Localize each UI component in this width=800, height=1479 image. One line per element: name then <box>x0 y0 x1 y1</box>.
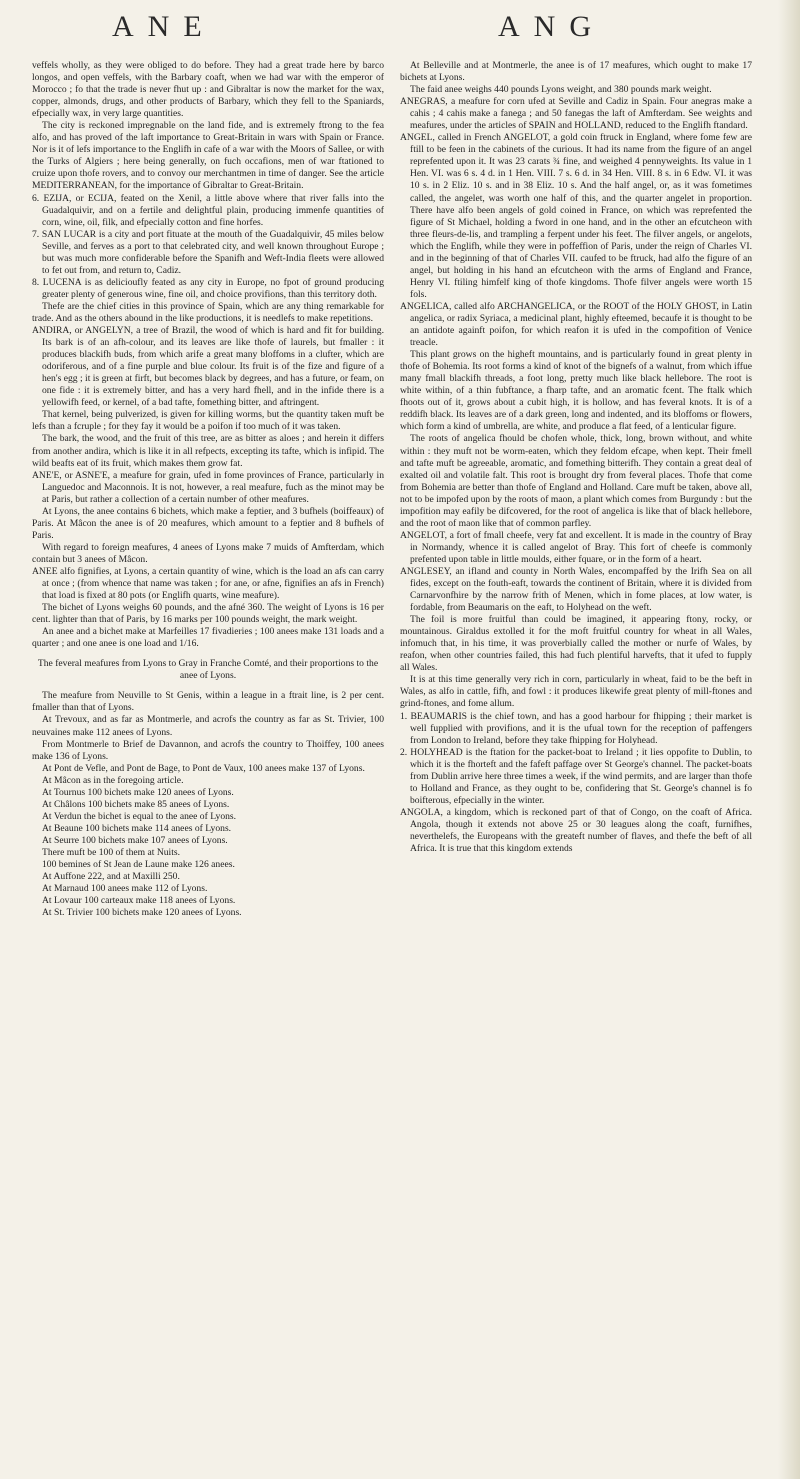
entry-paragraph: The bichet of Lyons weighs 60 pounds, and the afné 360. The weight of Lyons is 16 per cent. lighter than that of Paris, by 16 marks per 100 pounds weight, the mark weight. <box>32 602 384 626</box>
entry-paragraph: It is at this time generally very rich in corn, particularly in wheat, faid to be the beft in Wales, as alfo in cattle, fifh, and fowl : it produces likewife great plenty of mill-ftones and grind-ftones, and fome allum. <box>400 674 752 710</box>
entry-paragraph: At Beaune 100 bichets make 114 anees of Lyons. <box>42 822 232 834</box>
entry-paragraph: An anee and a bichet make at Marfeilles 17 fivadieries ; 100 anees make 131 loads and a quarter ; and one anee is one load and 1/16. <box>32 626 384 650</box>
right-column <box>400 60 752 855</box>
entry-paragraph: 6. EZIJA, or ECIJA, feated on the Xenil, a little above where that river falls into the Guadalquivir, and on a fertile and delightful plain, producing immenfe quantities of corn, wine, oil, filk, and efpecially cotton and fine horfes. <box>32 192 384 228</box>
entry-paragraph: The bark, the wood, and the fruit of this tree, are as bitter as aloes ; and herein it differs from another andira, which is like it in all refpects, excepting its tafte, which is infipid. The wild beafts eat of its fruit, which makes them grow fat. <box>32 433 384 469</box>
entry-paragraph: ANGLESEY, an ifland and county in North Wales, encompaffed by the Irifh Sea on all fides, except on the fouth-eaft, towards the continent of Britain, where it is divided from Carnarvonfhire by the narrow frith of Menen, which in fome places, at low water, is fordable, from Beaumaris on the eaft, to Holyhead on the weft. <box>400 565 752 614</box>
entry-paragraph: At St. Trivier 100 bichets make 120 anees of Lyons. <box>42 907 242 919</box>
entry-paragraph: At Belleville and at Montmerle, the anee is of 17 meafures, which ought to make 17 bichets at Lyons. <box>400 60 752 84</box>
running-head-left: ANE <box>112 10 216 43</box>
entry-paragraph: ANEE alfo fignifies, at Lyons, a certain quantity of wine, which is the load an afs can carry at once ; (from whence that name was taken ; for ane, or afne, fignifies an afs in French) that load is fixed at 80 pots (or Englifh quarts, wine meafure). <box>32 565 384 602</box>
entry-paragraph: 100 bemines of St Jean de Laune make 126 anees. <box>42 859 235 871</box>
entry-paragraph: ANGEL, called in French ANGELOT, a gold coin ftruck in England, where fome few are ftill to be feen in the cabinets of the curious. It had its name from the figure of an angel reprefented upon it. It was 23 carats ¾ fine, and weighed 4 pennyweights. Its value in 1 Hen. VI. was 6 s. 4 d. in 1 Hen. VIII. 7 s. 6 d. in 34 Hen. VIII. 8 s. in 6 Edw. VI. it was 10 s. in 2 Eliz. 10 s. and in 38 Eliz. 10 s. And the half angel, or, as it was fometimes called, the angelet, was worth one half of this, and the quarter angelet in proportion. There have alfo been angels of gold coined in France, on which was reprefented the figure of St Michael, holding a fword in one hand, and in the other an efcutcheon with three fleurs-de-lis, and trampling a ferpent under his feet. The filver angels, or angelots, which the Englifh, while they were in poffeffion of Paris, under the reign of Charles VI. and in the beginning of that of Charles VII. caufed to be ftruck, had alfo the figure of an angel, but holding in his hand an efcutcheon with the arms of England and France, Henry VI. ftiling himfelf king of thofe kingdoms. Thofe filver angels were worth 15 fols. <box>400 132 752 300</box>
entry-paragraph: ANEGRAS, a meafure for corn ufed at Seville and Cadiz in Spain. Four anegras make a cahis ; 4 cahis make a fanega ; and 50 fanegas the laft of Amfterdam. See weights and meafures, under the articles of SPAIN and HOLLAND, reduced to the Englifh ftandard. <box>400 96 752 132</box>
entry-paragraph: The meafure from Neuville to St Genis, within a league in a ftrait line, is 2 per cent. fmaller than that of Lyons. <box>32 690 384 714</box>
entry-paragraph: 8. LUCENA is as delicioufly feated as any city in Europe, no fpot of ground producing greater plenty of generous wine, fine oil, and choice provifions, than this territory doth. <box>32 276 384 300</box>
entry-paragraph: At Tournus 100 bichets make 120 anees of Lyons. <box>42 786 234 798</box>
entry-paragraph: The city is reckoned impregnable on the land fide, and is extremely ftrong to the fea alfo, and has proved of the laft importance to Great-Britain in wars with Spain or France. Nor is it of lefs importance to the Englifh in cafe of a war with the Moors of Sallee, or with the Turks of Algiers ; here being generally, on fuch occafions, men of war ftationed to cruize upon thofe rovers, and to convoy our merchantmen in time of danger. See the article MEDITERRANEAN, for the importance of Gibraltar to Great-Britain. <box>32 120 384 192</box>
entry-paragraph: At Lyons, the anee contains 6 bichets, which make a feptier, and 3 bufhels (boiffeaux) of Paris. At Mâcon the anee is of 20 meafures, which amount to a feptier and 8 bufhels of Paris. <box>32 505 384 541</box>
entry-paragraph: At Seurre 100 bichets make 107 anees of Lyons. <box>42 834 228 846</box>
page-edge-shadow <box>778 0 800 1479</box>
entry-paragraph: At Verdun the bichet is equal to the anee of Lyons. <box>42 810 237 822</box>
entry-paragraph: This plant grows on the higheft mountains, and is particularly found in great plenty in thofe of Bohemia. Its root forms a kind of knot of the bignefs of a walnut, from which iffue many fmall blackifh threads, a foot long, pretty much like black hellebore. The root is white within, of a thin fubftance, a fharp tafte, and an aromatic fcent. The ftalk which fhoots out of it, grows about a cubit high, it is hollow, and has feveral knots. It is of a reddifh black. Its leaves are of a dark green, long and indented, and its bloffoms or flowers, which form a kind of umbrella, are white, and produce a flat feed, of a lenticular figure. <box>400 349 752 433</box>
entry-paragraph: ANGOLA, a kingdom, which is reckoned part of that of Congo, on the coaft of Africa. Angola, though it extends not above 25 or 30 leagues along the coaft, furnifhes, neverthelefs, the Europeans with the greateft number of flaves, and thefe the beft of all Africa. It is true that this kingdom extends <box>400 806 752 855</box>
entry-paragraph: At Mâcon as in the foregoing article. <box>42 774 184 786</box>
entry-paragraph: With regard to foreign meafures, 4 anees of Lyons make 7 muids of Amfterdam, which contain but 3 anees of Mâcon. <box>32 541 384 565</box>
left-column <box>32 60 384 919</box>
entry-paragraph: At Lovaur 100 carteaux make 118 anees of Lyons. <box>42 895 236 907</box>
entry-paragraph: The roots of angelica fhould be chofen whole, thick, long, brown without, and white within : they muft not be worm-eaten, which they feldom efcape, when kept. Their fmell and tafte muft be agreeable, aromatic, and fomething bitterifh. They contain a great deal of exalted oil and volatile falt. This root is brought dry from feveral places. Thofe that come from Bohemia are better than thofe of England and Holland. Care muft be taken, above all, not to be impofed upon by the roots of maon, a plant which comes from Burgundy : but the impofition may eafily be difcovered, for the root of angelica is like that of black hellebore, and the root of maon like that of common parfley. <box>400 433 752 529</box>
entry-paragraph: That kernel, being pulverized, is given for killing worms, but the quantity taken muft be lefs than a fcruple ; for they fay it would be a poifon if too much of it was taken. <box>32 409 384 433</box>
entry-paragraph: ANGELICA, called alfo ARCHANGELICA, or the ROOT of the HOLY GHOST, in Latin angelica, or radix Syriaca, a medicinal plant, highly efteemed, becaufe it is thought to be an antidote againft poifon, for which reafon it is ufed in the compofition of Venice treacle. <box>400 300 752 349</box>
entry-paragraph: Thefe are the chief cities in this province of Spain, which are any thing remarkable for trade. And as the others abound in the like productions, it is needlefs to make repetitions. <box>32 300 384 324</box>
entry-paragraph: There muft be 100 of them at Nuits. <box>42 847 181 858</box>
entry-paragraph: At Pont de Vefle, and Pont de Bage, to Pont de Vaux, 100 anees make 137 of Lyons. <box>42 762 365 774</box>
entry-paragraph: 7. SAN LUCAR is a city and port fituate at the mouth of the Guadalquivir, 45 miles below Seville, and ferves as a port to that celebrated city, and well known throughout Europe ; but was much more confiderable before the Spanifh and Weft-India fleets were allowed to fet out from, and return to, Cadiz. <box>32 228 384 276</box>
entry-paragraph: The feveral meafures from Lyons to Gray in Franche Comté, and their proportions to the anee of Lyons. <box>37 658 379 682</box>
entry-paragraph: At Marnaud 100 anees make 112 of Lyons. <box>42 883 208 895</box>
entry-paragraph: ANDIRA, or ANGELYN, a tree of Brazil, the wood of which is hard and fit for building. Its bark is of an afh-colour, and its leaves are like thofe of laurels, but fmaller : it produces blackifh buds, from which arife a great many bloffoms in a clufter, which are odoriferous, and of a fine purple and blue colour. Its fruit is of the fize and figure of a hen's egg ; it is green at firft, but becomes black by degrees, and has a future, or feam, on one fide : it is extremely bitter, and has a very hard fhell, and in the infide there is a yellowifh feed, or kernel, of a bad tafte, fomething bitter, and aftringent. <box>32 325 384 409</box>
entry-paragraph: The faid anee weighs 440 pounds Lyons weight, and 380 pounds mark weight. <box>410 84 712 96</box>
entry-paragraph: 1. BEAUMARIS is the chief town, and has a good harbour for fhipping ; their market is well fupplied with provifions, and it is the ufual town for the reception of paffengers from London to Ireland, before they take fhipping for Holyhead. <box>400 710 752 746</box>
entry-paragraph: ANE'E, or ASNE'E, a meafure for grain, ufed in fome provinces of France, particularly in Languedoc and Maconnois. It is not, however, a real meafure, fuch as the minot may be at Paris, but rather a collection of a certain number of other meafures. <box>32 469 384 505</box>
entry-paragraph: At Châlons 100 bichets make 85 anees of Lyons. <box>42 798 230 810</box>
entry-paragraph: 2. HOLYHEAD is the ftation for the packet-boat to Ireland ; it lies oppofite to Dublin, to which it is the fhorteft and the fafeft paffage over St George's channel. The packet-boats from Dublin arrive here three times a week, if the wind permits, and are larger than thofe to Holland and France, as they ought to be, confidering that St. George's channel is fo boifterous, efpecially in the winter. <box>400 746 752 806</box>
entry-paragraph: ANGELOT, a fort of fmall cheefe, very fat and excellent. It is made in the country of Bray in Normandy, whence it is called angelot of Bray. This fort of cheefe is commonly prefented upon table in little moulds, either fquare, or in the form of a heart. <box>400 529 752 565</box>
running-head-right: ANG <box>498 10 605 43</box>
entry-paragraph: At Auffone 222, and at Maxilli 250. <box>42 871 180 883</box>
running-head <box>0 10 800 54</box>
entry-paragraph: veffels wholly, as they were obliged to do before. They had a great trade here by barco longos, and open veffels, with the Barbary coaft, when we had war with the emperor of Morocco ; fo that the trade is never fhut up : and Gibraltar is now the market for the wax, copper, almonds, drugs, and other products of Barbary, which they fell to the Spaniards, efpecially wax, in very large quantities. <box>32 60 384 120</box>
entry-paragraph: At Trevoux, and as far as Montmerle, and acrofs the country as far as St. Trivier, 100 neuvaines make 112 anees of Lyons. <box>32 714 384 738</box>
entry-paragraph: From Montmerle to Brief de Davannon, and acrofs the country to Thoiffey, 100 anees make 136 of Lyons. <box>32 738 384 762</box>
entry-paragraph: The foil is more fruitful than could be imagined, it appearing ftony, rocky, or mountainous. Giraldus extolled it for the moft fruitful country for wheat in all Wales, infomuch that, in his time, it was proverbially called the mother or nurfe of Wales, by reafon, when other countries failed, this had fuch plentiful harvefts, that it ufed to fupply all Wales. <box>400 614 752 674</box>
